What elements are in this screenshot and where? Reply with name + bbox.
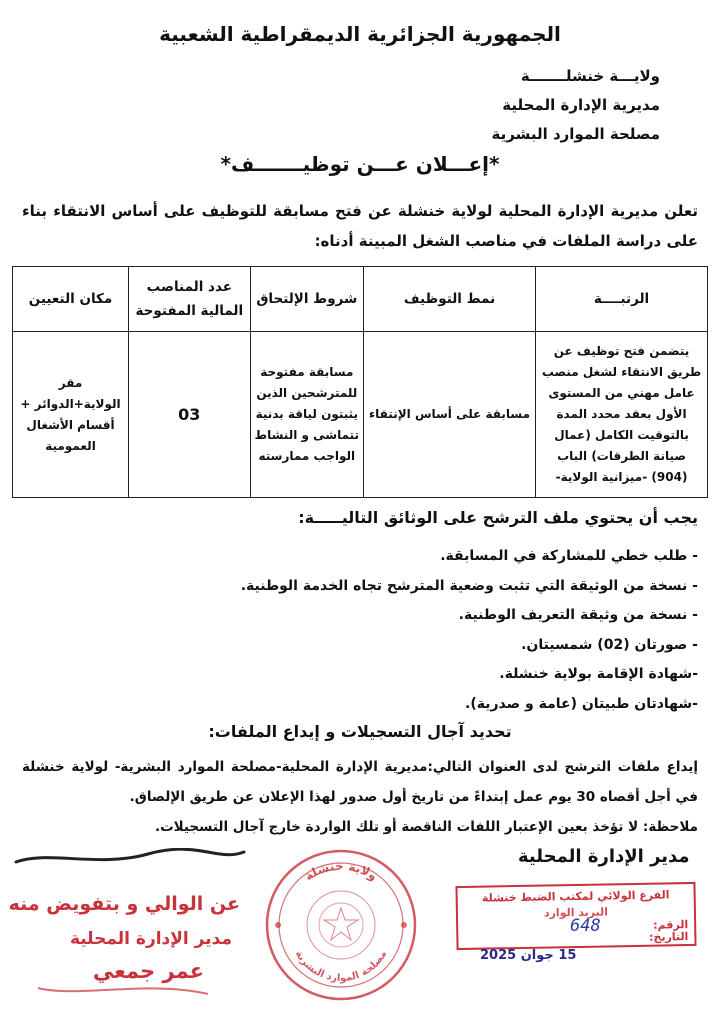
cell-location: مقر الولاية+الدوائر + أقسام الأشغال العمومية — [13, 332, 129, 498]
table-header-row — [13, 267, 708, 332]
list-item: - صورتان (02) شمسيتان. — [521, 636, 698, 653]
svg-text:عمر جمعي: عمر جمعي — [92, 959, 204, 983]
registry-stamp-date-label: التاريخ: — [648, 930, 689, 944]
handwritten-signature — [8, 848, 248, 1008]
svg-text:عن الوالي و بتفويض منه: عن الوالي و بتفويض منه — [8, 893, 240, 915]
jobs-table — [12, 266, 708, 498]
svg-text:مصلحة الموارد البشرية: مصلحة الموارد البشرية — [292, 948, 390, 985]
list-item: -شهادتان طبيتان (عامة و صدرية). — [465, 695, 698, 712]
cell-mode: مسابقة على أساس الإنتقاء — [364, 332, 536, 498]
list-item: - طلب خطي للمشاركة في المسابقة. — [440, 548, 698, 564]
stamp-date: 15 جوان 2025 — [480, 948, 577, 963]
cell-rank: يتضمن فتح توظيف عن طريق الانتقاء لشغل منصب عامل مهني من المستوى الأول بعقد محدد المدة بالتوقيت الكامل (عمال صيانة الطرقات) الباب (904) -ميزانية الولاية- — [536, 332, 708, 498]
registry-stamp-number-label: الرقم: — [653, 918, 689, 932]
cell-conditions: مسابقة مفتوحة للمترشحين الذين يثبتون لياقة بدنية تتماشى و النشاط الواجب ممارسته — [250, 332, 363, 498]
header-positions: عدد المناصب المالية المفتوحة — [129, 267, 251, 332]
list-item: - نسخة من الوثيقة التي تثبت وضعية المترشح تجاه الخدمة الوطنية. — [240, 577, 698, 594]
registry-stamp-office: الفرع الولائي لمكتب الضبط خنشلة — [481, 888, 670, 905]
signatory-title: مدير الإدارة المحلية — [518, 846, 690, 867]
intro-paragraph: تعلن مديرية الإدارة المحلية لولاية خنشلة عن فتح مسابقة للتوظيف على أساس الانتقاء بناء على دراسة الملفات في مناصب الشغل المبينة أدناه: — [22, 202, 698, 250]
header-rank: الرتبــــة — [536, 267, 708, 332]
remark-note: ملاحظة: لا تؤخذ بعين الإعتبار اللفات الناقصة أو تلك الواردة خارج آجال التسجيلات. — [154, 819, 698, 835]
header-location: مكان التعيين — [13, 267, 129, 332]
documents-list — [241, 542, 698, 719]
documents-title: يجب أن يحتوي ملف الترشح على الوثائق التاليـــــة: — [298, 508, 698, 527]
svg-text:مدير الإدارة المحلية: مدير الإدارة المحلية — [69, 929, 232, 949]
table-row — [13, 332, 708, 498]
deadline-title: تحديد آجال التسجيلات و إيداع الملفات: — [208, 722, 512, 741]
svg-text:ولاية خنشلة: ولاية خنشلة — [302, 858, 380, 884]
official-round-stamp — [262, 846, 420, 1004]
notice-title: *إعـــلان عـــن توظيـــــــف* — [220, 152, 500, 176]
deposit-paragraph: إيداع ملفات الترشح لدى العنوان التالي:مديرية الإدارة المحلية-مصلحة الموارد البشرية- لولاية خنشلة في أجل أقصاه 30 يوم عمل إبتداءً من تاريخ أول صدور لهذا الإعلان عن طريق الإلصاق. — [22, 759, 698, 805]
header-conditions: شروط الإلتحاق — [250, 267, 363, 332]
cell-positions: 03 — [129, 332, 251, 498]
administration-block — [492, 62, 660, 149]
header-mode: نمط التوظيف — [364, 267, 536, 332]
service-line: مصلحة الموارد البشرية — [491, 125, 660, 143]
reference-number: 648 — [570, 916, 601, 936]
list-item: - نسخة من وثيقة التعريف الوطنية. — [458, 607, 698, 623]
republic-title: الجمهورية الجزائرية الديمقراطية الشعبية — [159, 22, 561, 46]
list-item: -شهادة الإقامة بولاية خنشلة. — [499, 666, 698, 682]
registry-stamp-mail: البريد الوارد — [543, 905, 609, 920]
directorate-line: مديرية الإدارة المحلية — [502, 96, 660, 114]
wilaya-line: ولايـــة خنشلـــــــة — [520, 67, 660, 85]
